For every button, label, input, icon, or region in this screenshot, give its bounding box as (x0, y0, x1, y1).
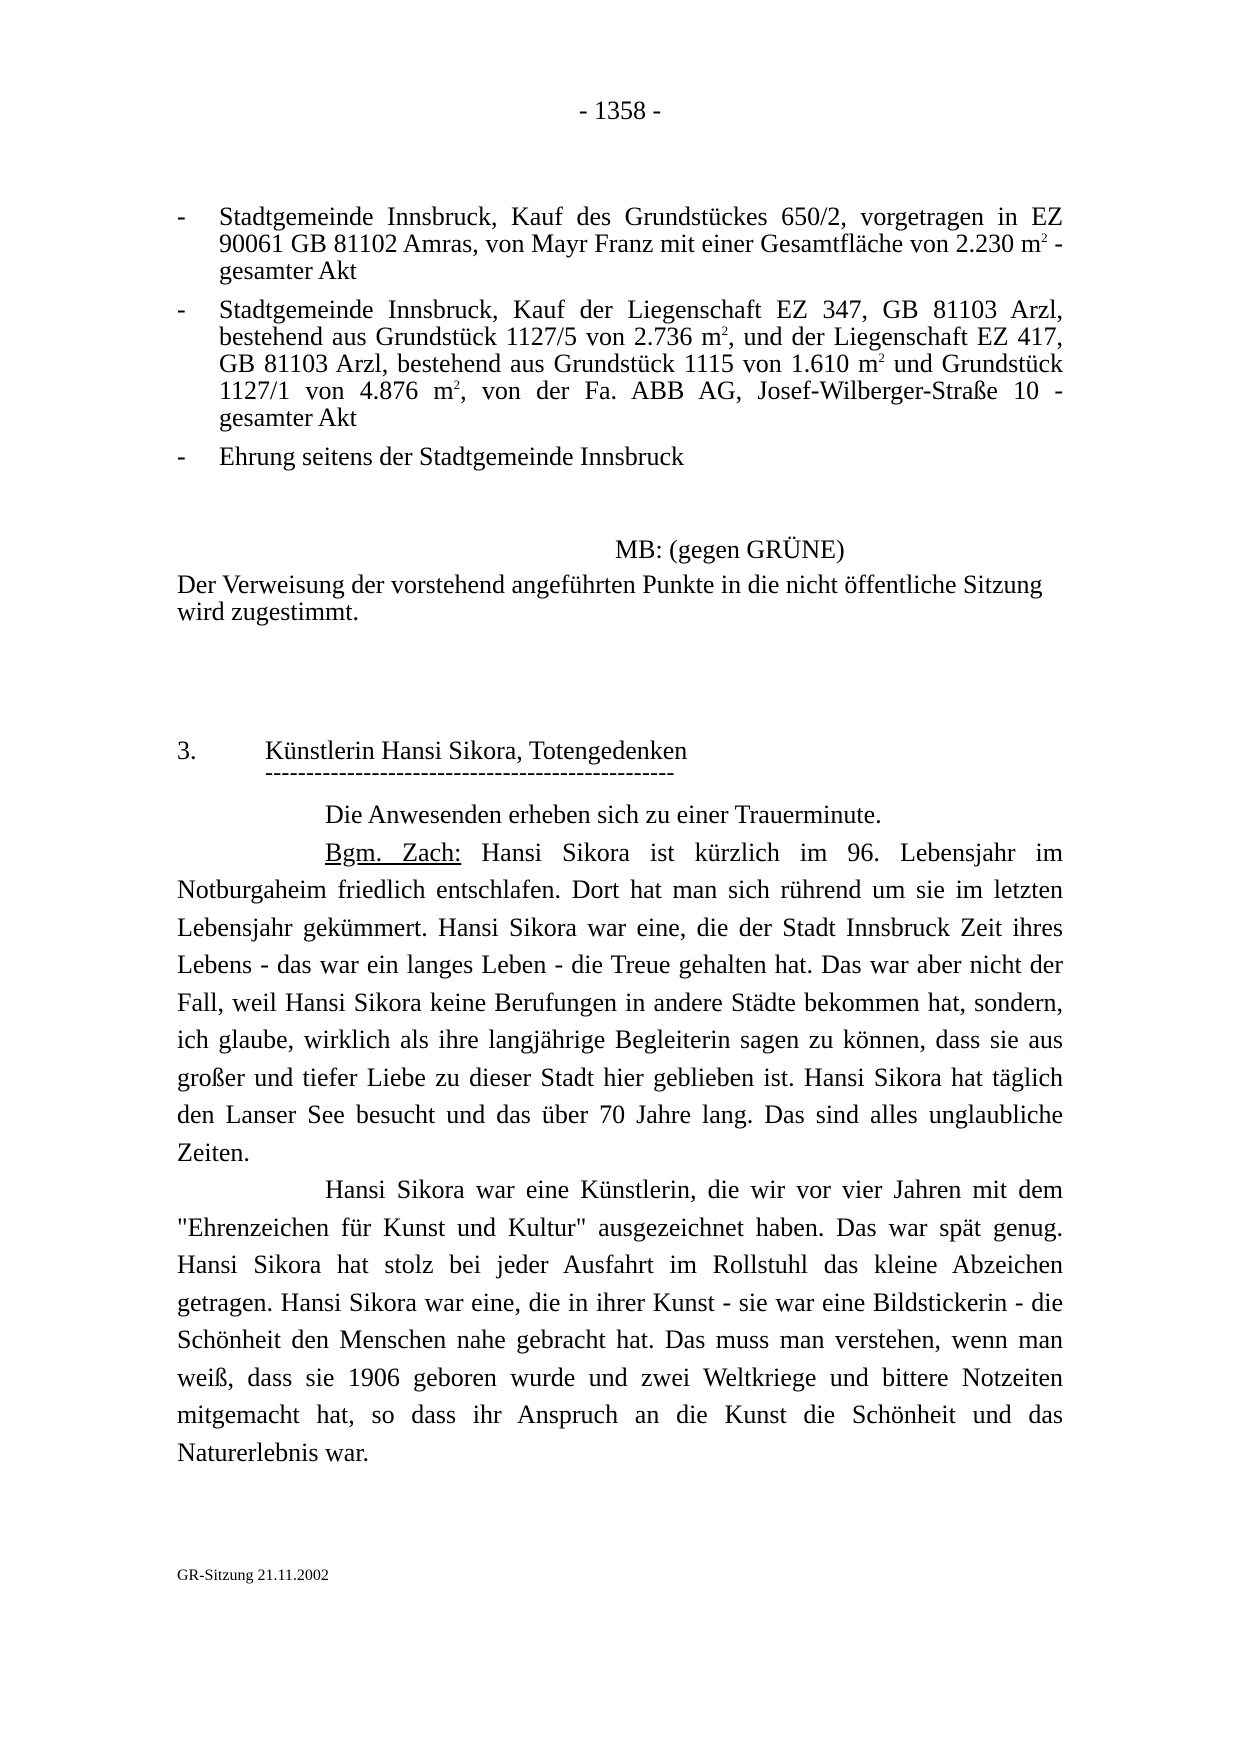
footer-session-date: GR-Sitzung 21.11.2002 (177, 1567, 329, 1584)
vote-result: MB: (gegen GRÜNE) (615, 535, 845, 564)
speech-text: Hansi Sikora ist kürzlich im 96. Lebensjahr im Notburgaheim friedlich entschlafen. Dort hat man sich rührend um sie im letzten Lebensjahr gekümmert. Hansi Sikora war eine, die der Stadt Innsbruck Zeit ihres Lebens - das war ein langes Leben - die Treue gehalten hat. Das war aber nicht der Fall, weil Hansi Sikora keine Berufungen in andere Städte bekommen hat, sondern, ich glaube, wirklich als ihre langjährige Begleiterin sagen zu können, dass sie aus großer und tiefer Liebe zu dieser Stadt hier geblieben ist. Hansi Sikora hat täglich den Lanser See besucht und das über 70 Jahre lang. Das sind alles unglaubliche Zeiten. (177, 837, 1063, 1167)
bullet-dash: - (177, 295, 186, 324)
bullet-item (177, 203, 1063, 284)
bullet-text: Ehrung seitens der Stadtgemeinde Innsbruck (219, 442, 684, 471)
minutes-body (177, 796, 1063, 1471)
page-number: - 1358 - (578, 96, 662, 125)
bullet-list (177, 203, 1063, 482)
speech-paragraph (177, 834, 1063, 1172)
resolution-text: Der Verweisung der vorstehend angeführten Punkte in die nicht öffentliche Sitzung wird zugestimmt. (177, 570, 1043, 626)
speech-paragraph: Hansi Sikora war eine Künstlerin, die wir vor vier Jahren mit dem "Ehrenzeichen für Kunst und Kultur" ausgezeichnet haben. Das war spät genug. Hansi Sikora hat stolz bei jeder Ausfahrt im Rollstuhl das kleine Abzeichen getragen. Hansi Sikora war eine, die in ihrer Kunst - sie war eine Bildstickerin - die Schönheit den Menschen nahe gebracht hat. Das muss man verstehen, wenn man weiß, dass sie 1906 geboren wurde und zwei Weltkriege und bittere Notzeiten mitgemacht hat, so dass ihr Anspruch an die Kunst die Schönheit und das Naturerlebnis war. (177, 1175, 1063, 1467)
speaker-name: Bgm. Zach: (325, 837, 462, 867)
bullet-text: Stadtgemeinde Innsbruck, Kauf der Liegenschaft EZ 347, GB 81103 Arzl, bestehend aus Grundstück 1127/5 von 2.736 $m^2$, und der Liegenschaft EZ 417, GB 81103 Arzl, bestehend aus Grundstück 1115 von 1.610 $m^2$ und Grundstück 1127/1 von 4.876 $m^2$, von der Fa. ABB AG, Josef-Wilberger-Straße 10 - gesamter Akt (219, 295, 1064, 432)
bullet-dash: - (177, 442, 186, 471)
agenda-item-underline: -------------------------------------------------- (265, 760, 675, 786)
intro-paragraph: Die Anwesenden erheben sich zu einer Trauerminute. (325, 800, 882, 829)
bullet-item (177, 296, 1063, 431)
bullet-dash: - (177, 202, 186, 231)
bullet-item (177, 443, 1063, 470)
agenda-item-title: Künstlerin Hansi Sikora, Totengedenken (265, 736, 688, 765)
bullet-text: Stadtgemeinde Innsbruck, Kauf des Grundstückes 650/2, vorgetragen in EZ 90061 GB 81102 Amras, von Mayr Franz mit einer Gesamtfläche von 2.230 $m^2$ - gesamter Akt (219, 202, 1063, 285)
agenda-item-number: 3. (177, 736, 197, 765)
